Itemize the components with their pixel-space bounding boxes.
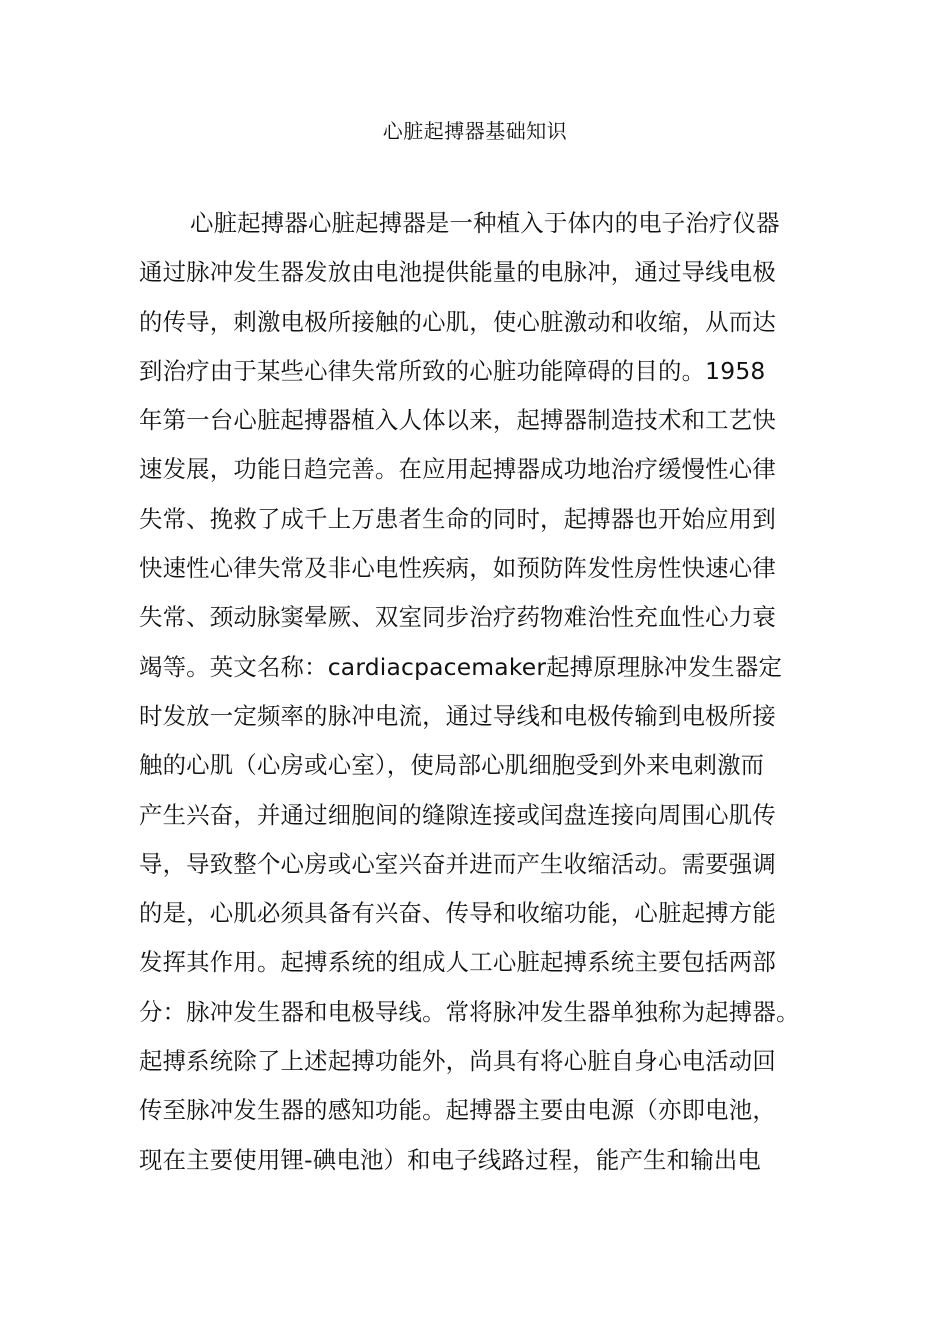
body-text: [139, 206, 839, 1192]
text-line: 触的心肌（心房或心室），使局部心肌细胞受到外来电刺激而: [139, 751, 765, 780]
text-line: 失常、颈动脉窦晕厥、双室同步治疗药物难治性充血性心力衰: [139, 603, 776, 632]
text-line: 起搏系统除了上述起搏功能外，尚具有将心脏自身心电活动回: [139, 1047, 776, 1076]
text-line: 速发展，功能日趋完善。在应用起搏器成功地治疗缓慢性心律: [139, 455, 776, 484]
text-line: 竭等。英文名称：cardiacpacemaker起搏原理脉冲发生器定: [139, 652, 783, 681]
text-line: 到治疗由于某些心律失常所致的心脏功能障碍的目的。1958: [139, 356, 766, 385]
text-line: 分：脉冲发生器和电极导线。常将脉冲发生器单独称为起搏器。: [139, 997, 800, 1026]
text-line: 现在主要使用锂-碘电池）和电子线路过程，能产生和输出电: [139, 1145, 761, 1174]
text-line: 发挥其作用。起搏系统的组成人工心脏起搏系统主要包括两部: [139, 948, 776, 977]
text-line: 心脏起搏器心脏起搏器是一种植入于体内的电子治疗仪器: [190, 209, 780, 237]
text-line: 的是，心肌必须具备有兴奋、传导和收缩功能，心脏起搏方能: [139, 899, 776, 928]
text-line: 产生兴奋，并通过细胞间的缝隙连接或闰盘连接向周围心肌传: [139, 800, 776, 829]
text-line: 时发放一定频率的脉冲电流，通过导线和电极传输到电极所接: [139, 701, 776, 730]
document-title: 心脏起搏器基础知识: [382, 119, 568, 143]
text-line: 的传导，刺激电极所接触的心肌，使心脏激动和收缩，从而达: [139, 307, 776, 336]
text-line: 失常、挽救了成千上万患者生命的同时，起搏器也开始应用到: [139, 504, 776, 533]
text-line: 导，导致整个心房或心室兴奋并进而产生收缩活动。需要强调: [139, 849, 776, 878]
text-line: 通过脉冲发生器发放由电池提供能量的电脉冲，通过导线电极: [139, 258, 776, 287]
text-line: 传至脉冲发生器的感知功能。起搏器主要由电源（亦即电池，: [139, 1096, 776, 1125]
text-line: 快速性心律失常及非心电性疾病，如预防阵发性房性快速心律: [139, 554, 776, 583]
text-line: 年第一台心脏起搏器植入人体以来，起搏器制造技术和工艺快: [139, 406, 776, 435]
